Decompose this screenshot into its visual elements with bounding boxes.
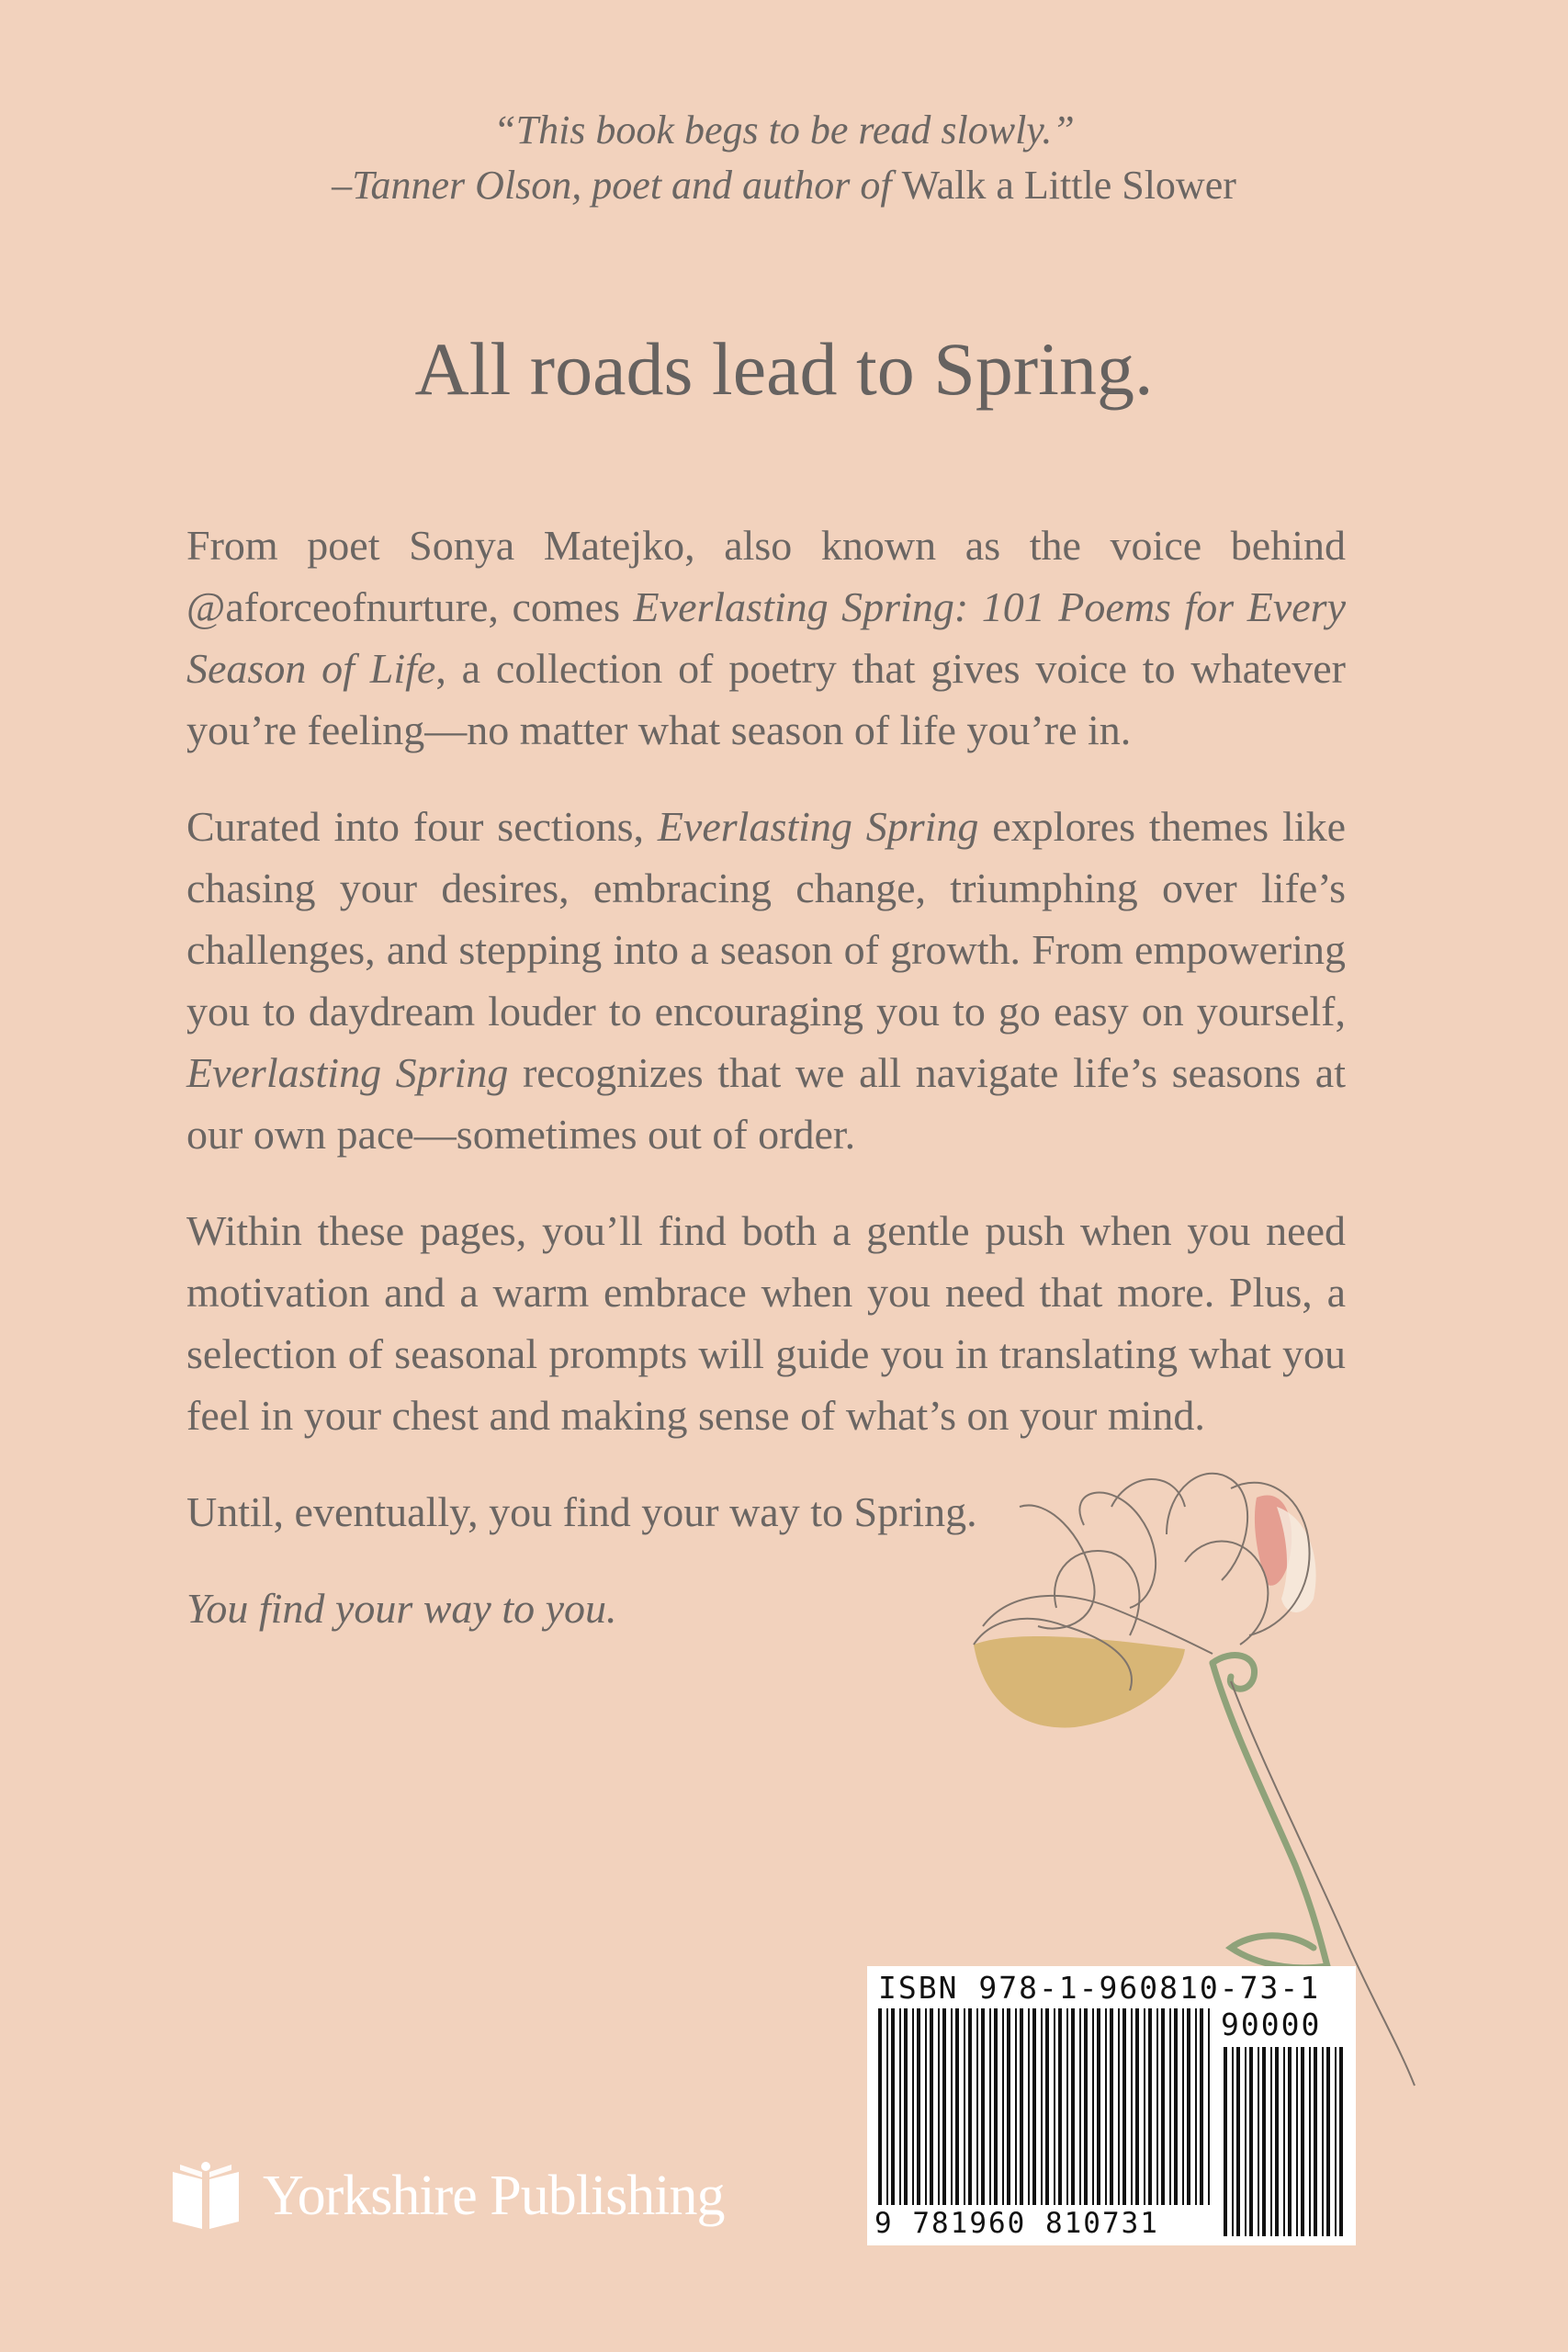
barcode-bar	[976, 2008, 978, 2205]
barcode-bar	[891, 2008, 895, 2205]
barcode-bar	[1174, 2008, 1178, 2205]
barcode-bar	[1028, 2008, 1030, 2205]
barcode-bar	[1208, 2008, 1210, 2205]
flower-petal-outline-1	[1167, 1474, 1247, 1580]
barcode-bar	[1135, 2008, 1139, 2205]
price-code: 90000	[1221, 2007, 1322, 2042]
barcode-bar	[917, 2008, 920, 2205]
barcode-bar	[1283, 2047, 1285, 2236]
barcode-bar	[886, 2008, 888, 2205]
barcode-bar	[925, 2008, 927, 2205]
barcode-bar	[930, 2008, 933, 2205]
attribution-title: Walk a Little Slower	[901, 163, 1236, 208]
endorsement-quote	[0, 103, 1568, 213]
barcode-addon-bars	[1222, 2047, 1348, 2236]
barcode-bar	[912, 2008, 914, 2205]
barcode-bar	[1045, 2008, 1049, 2205]
flower-petal-outline-3	[1079, 1493, 1156, 1608]
barcode-bar	[904, 2008, 908, 2205]
isbn-number: ISBN 978-1-960810-73-1	[878, 1970, 1321, 2006]
barcode-bar	[942, 2008, 946, 2205]
barcode-bar	[878, 2008, 882, 2205]
flower-gold-wash	[974, 1636, 1185, 1728]
barcode-bar	[1144, 2008, 1145, 2205]
barcode-bar	[1309, 2047, 1311, 2236]
headline: All roads lead to Spring.	[414, 327, 1154, 411]
publisher-logo	[167, 2154, 847, 2237]
flower-petal-outline-8	[1185, 1542, 1268, 1645]
blurb-paragraph-4: Until, eventually, you find your way to Spring.	[186, 1488, 977, 1535]
barcode-bar	[1148, 2008, 1152, 2205]
barcode-bar	[1118, 2008, 1120, 2205]
barcode-bar	[1131, 2008, 1133, 2205]
barcode-bar	[1032, 2008, 1036, 2205]
open-book-icon	[167, 2159, 244, 2233]
barcode-bar	[1301, 2047, 1304, 2236]
barcode-bar	[951, 2008, 953, 2205]
barcode-bar	[1335, 2047, 1337, 2236]
barcode-bar	[994, 2008, 998, 2205]
barcode-main-bars	[876, 2008, 1213, 2205]
blurb-paragraph-2	[186, 796, 1346, 1165]
barcode-bar	[1122, 2008, 1126, 2205]
barcode-bar	[1015, 2008, 1017, 2205]
barcode-bar	[1182, 2008, 1184, 2205]
barcode-bar	[1326, 2047, 1330, 2236]
barcode-bar	[1097, 2008, 1100, 2205]
p1-text-b: , a collection of poetry that gives voice to whatever you’re feeling—no matter what season of life you’re in.	[186, 645, 1346, 753]
barcode-bar	[1232, 2047, 1234, 2236]
barcode-bar	[964, 2008, 965, 2205]
barcode-bar	[1339, 2047, 1343, 2236]
barcode-bar	[1195, 2008, 1197, 2205]
flower-leaf	[1231, 1936, 1327, 1968]
barcode-bar	[989, 2008, 991, 2205]
barcode-bar	[1058, 2008, 1062, 2205]
barcode-bar	[1296, 2047, 1298, 2236]
isbn-barcode	[867, 1966, 1356, 2245]
barcode-bar	[938, 2008, 940, 2205]
barcode-bar	[1314, 2047, 1317, 2236]
barcode-bar	[1161, 2008, 1165, 2205]
barcode-bar	[1156, 2008, 1158, 2205]
publisher-name: Yorkshire Publishing	[263, 2164, 725, 2227]
barcode-bar	[1322, 2047, 1324, 2236]
barcode-bar	[1288, 2047, 1292, 2236]
p2-text-b: explores themes like chasing your desires, embracing change, triumphing over life’s challenges, and stepping into a season of growth. From empowering you to daydream louder to encouraging you to go easy on yourself,	[186, 803, 1347, 1035]
barcode-bar	[1020, 2008, 1023, 2205]
barcode-bar	[1066, 2008, 1068, 2205]
barcode-bar	[1262, 2047, 1266, 2236]
barcode-bar	[1249, 2047, 1253, 2236]
barcode-bar	[1270, 2047, 1272, 2236]
flower-petal-outline-7	[1055, 1551, 1139, 1635]
blurb-paragraph-3: Within these pages, you’ll find both a gentle push when you need motivation and a warm embrace when you need that more. Plus, a selection of seasonal prompts will guide you in translating what you feel in your chest and making sense of what’s on your mind.	[186, 1207, 1346, 1439]
barcode-bar	[1041, 2008, 1043, 2205]
barcode-bar	[1007, 2008, 1010, 2205]
barcode-bar	[1236, 2047, 1240, 2236]
barcode-bar	[955, 2008, 959, 2205]
blurb-paragraph-5: You find your way to you.	[186, 1585, 617, 1632]
barcode-bar	[1187, 2008, 1190, 2205]
barcode-bar	[1110, 2008, 1113, 2205]
barcode-bar	[1002, 2008, 1004, 2205]
barcode-bar	[1200, 2008, 1203, 2205]
ean-digits: 9 781960 810731	[874, 2207, 1205, 2240]
barcode-bar	[981, 2008, 985, 2205]
p1-book-title: Everlasting Spring: 101 Poems for Every Season of Life	[186, 583, 1346, 692]
p2-text-a: Curated into four sections,	[186, 803, 658, 850]
barcode-bar	[1092, 2008, 1094, 2205]
barcode-bar	[1084, 2008, 1088, 2205]
quote-attribution	[0, 158, 1568, 213]
barcode-bar	[1054, 2008, 1055, 2205]
p2-text-c: recognizes that we all navigate life’s seasons at our own pace—sometimes out of order.	[186, 1049, 1346, 1158]
barcode-bar	[1275, 2047, 1279, 2236]
barcode-bar	[968, 2008, 972, 2205]
blurb-paragraph-1	[186, 514, 1346, 761]
quote-text: “This book begs to be read slowly.”	[493, 107, 1075, 153]
barcode-bar	[899, 2008, 901, 2205]
attribution-prefix: –Tanner Olson, poet and author of	[332, 163, 902, 208]
barcode-bar	[1169, 2008, 1171, 2205]
barcode-bar	[1105, 2008, 1107, 2205]
p1-text-a: From poet Sonya Matejko, also known as the voice behind @aforceofnurture, comes	[186, 522, 1346, 630]
p2-book-title-1: Everlasting Spring	[657, 803, 979, 850]
p2-book-title-2: Everlasting Spring	[186, 1049, 509, 1096]
barcode-bar	[1245, 2047, 1247, 2236]
barcode-bar	[1071, 2008, 1075, 2205]
barcode-bar	[1224, 2047, 1227, 2236]
barcode-bar	[1258, 2047, 1259, 2236]
barcode-bar	[1079, 2008, 1081, 2205]
